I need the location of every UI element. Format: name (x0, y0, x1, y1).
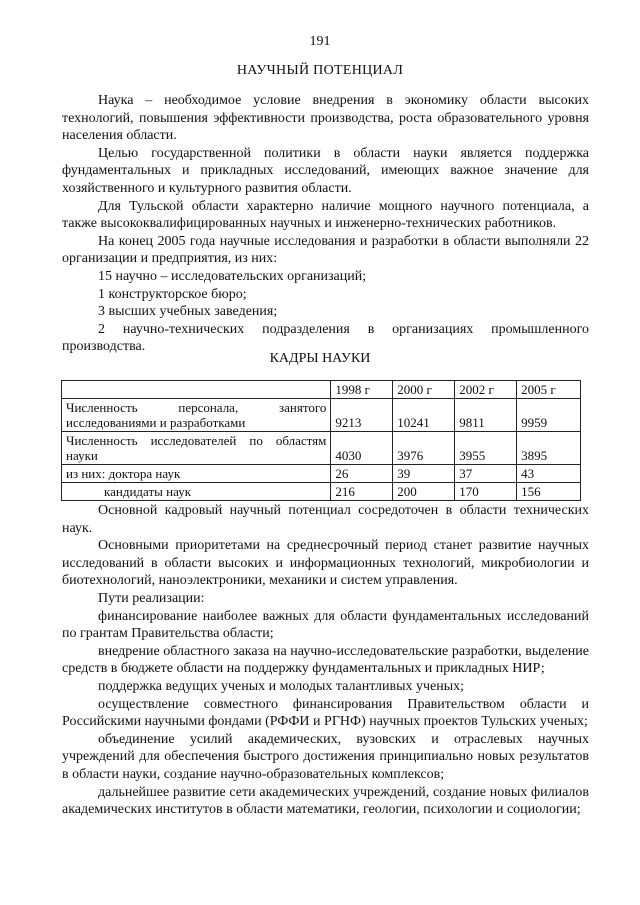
table-cell: 9959 (517, 399, 581, 432)
list-item: дальнейшее развитие сети академических учреждений, создание новых филиалов академических институтов в области математики, геологии, психологии и социологии; (62, 784, 589, 818)
page-title: НАУЧНЫЙ ПОТЕНЦИАЛ (236, 63, 404, 78)
table-cell: 216 (331, 483, 393, 501)
science-staff-table (61, 380, 581, 501)
list-item: 1 конструкторское бюро; (98, 286, 247, 302)
table-row (62, 483, 581, 501)
table-row (62, 432, 581, 465)
table-cell: 3955 (455, 432, 517, 465)
table-cell: 39 (393, 465, 455, 483)
table-cell: 37 (455, 465, 517, 483)
table-cell: 3895 (517, 432, 581, 465)
table-title: КАДРЫ НАУКИ (269, 351, 371, 366)
table-cell: 43 (517, 465, 581, 483)
paragraph: Основными приоритетами на среднесрочный период станет развитие научных исследований в области высоких и информационных технологий, микробиологии и биотехнологий, наноэлектроники, механики и систем управления. (62, 538, 589, 589)
paragraph: Пути реализации: (98, 590, 205, 606)
table-cell: 200 (393, 483, 455, 501)
row-label-line: исследованиями и разработками (66, 415, 246, 430)
list-item: поддержка ведущих ученых и молодых талантливых ученых; (98, 678, 465, 694)
table-cell: 10241 (393, 399, 455, 432)
list-item: осуществление совместного финансирования Правительством области и Российскими научными фондами (РФФИ и РГНФ) научных проектов Тульских ученых; (62, 696, 589, 730)
paragraph: Целью государственной политики в области науки является поддержка фундаментальных и прикладных исследований, имеющих важное значение для хозяйственного и культурного развития области. (62, 145, 589, 196)
table-cell: 170 (455, 483, 517, 501)
list-item: 15 научно – исследовательских организаций; (98, 268, 367, 284)
row-label: из них: доктора наук (62, 465, 331, 483)
list-item: финансирование наиболее важных для области фундаментальных исследований по грантам Правительства области; (62, 608, 589, 642)
table-cell: 9213 (331, 399, 393, 432)
table-row (62, 465, 581, 483)
intro-section (62, 92, 589, 356)
table-cell: 26 (331, 465, 393, 483)
table-cell: 156 (517, 483, 581, 501)
row-label: кандидаты наук (62, 483, 331, 501)
paragraph: На конец 2005 года научные исследования и разработки в области выполняли 22 организации и предприятия, из них: (62, 233, 589, 267)
list-item: 2 научно-технических подразделения в организациях промышленного производства. (62, 321, 589, 355)
paragraph: Основной кадровый научный потенциал сосредоточен в области технических наук. (62, 503, 589, 536)
table-row (62, 399, 581, 432)
table-cell: 3976 (393, 432, 455, 465)
year-header: 2005 г (517, 381, 581, 399)
page-number: 191 (309, 34, 331, 49)
row-label-line: Численность исследователей по областям (66, 433, 327, 448)
header-cell (62, 381, 331, 399)
row-label (62, 432, 331, 465)
paragraph: Для Тульской области характерно наличие мощного научного потенциала, а также высококвалифицированных научных и инженерно-технических работников. (62, 198, 589, 232)
table-header-row (62, 381, 581, 399)
table-cell: 4030 (331, 432, 393, 465)
table-cell: 9811 (455, 399, 517, 432)
list-item: внедрение областного заказа на научно-исследовательские разработки, выделение средств в бюджете области на поддержку фундаментальных и прикладных НИР; (62, 643, 589, 677)
row-label-line: Численность персонала, занятого (66, 400, 327, 415)
year-header: 2000 г (393, 381, 455, 399)
paragraph: Наука – необходимое условие внедрения в экономику области высоких технологий, повышения эффективности производства, роста образовательного уровня населения области. (62, 93, 589, 144)
year-header: 1998 г (331, 381, 393, 399)
list-item: объединение усилий академических, вузовских и отраслевых научных учреждений для обеспечения быстрого достижения принципиально новых результатов в области науки, создание научно-образовательных комплексов; (62, 731, 589, 782)
row-label (62, 399, 331, 432)
year-header: 2002 г (455, 381, 517, 399)
row-label-line: науки (66, 448, 98, 463)
list-item: 3 высших учебных заведения; (98, 304, 278, 320)
after-section (62, 502, 589, 819)
